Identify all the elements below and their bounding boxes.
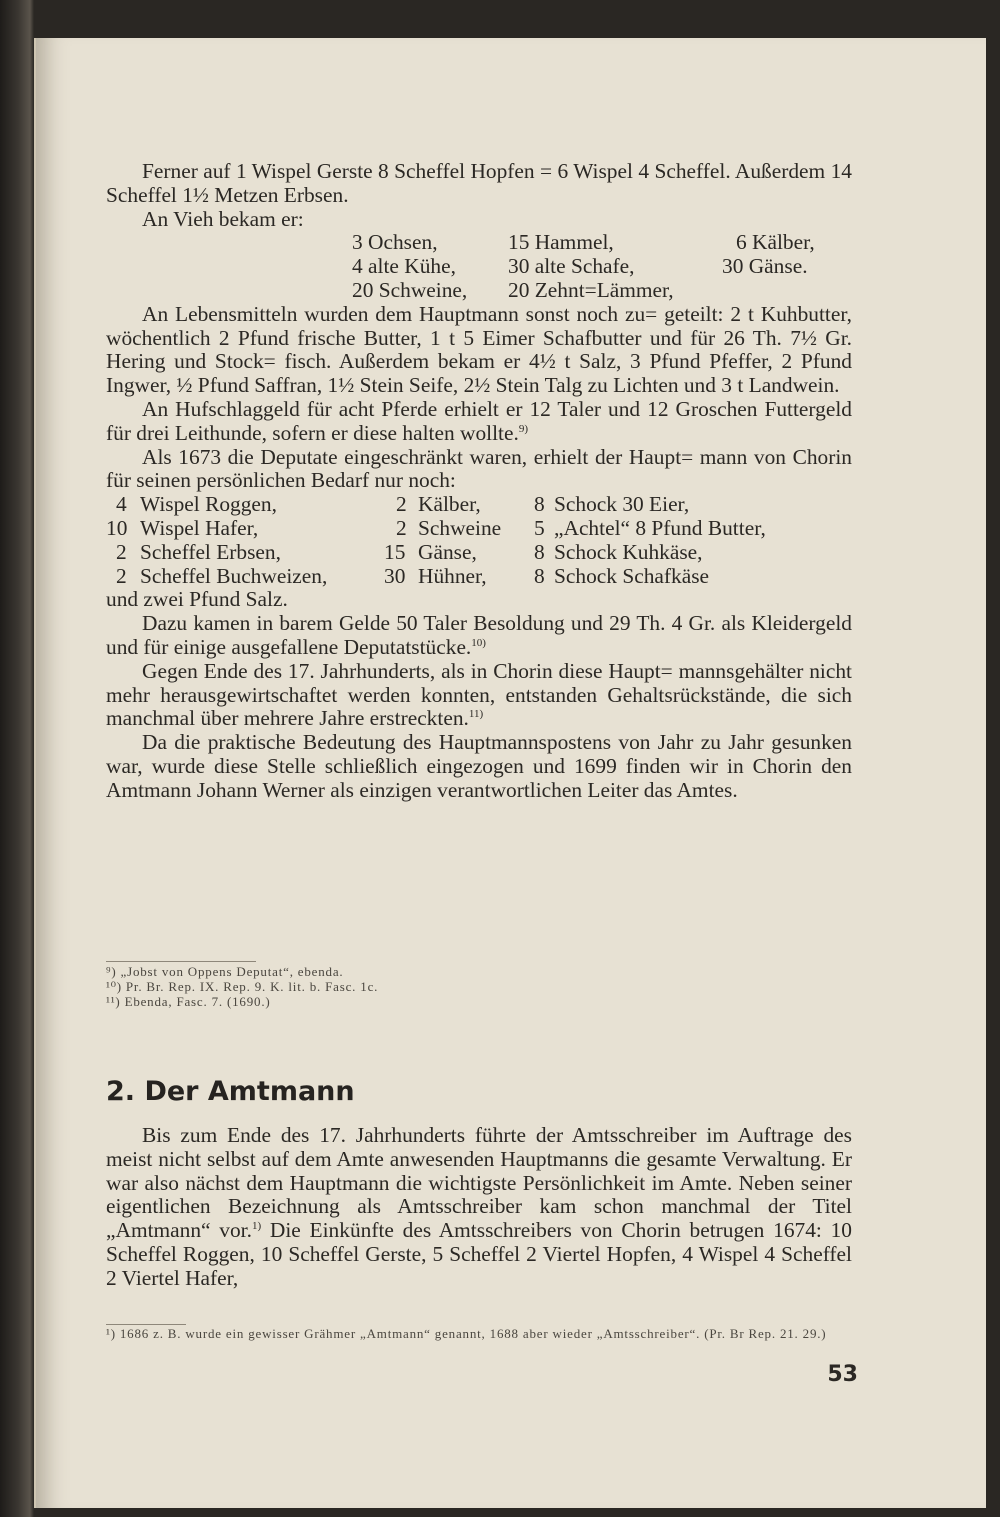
deputat-cell: 2 <box>396 492 407 517</box>
deputat-cell: Kälber, <box>418 492 481 517</box>
paragraph-vieh-intro: An Vieh bekam er: <box>142 206 304 231</box>
vieh-cell: 20 Schweine, <box>352 277 468 302</box>
deputat-cell: Schock Schafkäse <box>554 563 710 588</box>
deputat-list <box>106 493 852 588</box>
vieh-row <box>106 255 852 279</box>
deputat-cell: Gänse, <box>418 539 477 564</box>
deputat-cell: 10 <box>106 515 128 540</box>
deputat-row <box>106 565 852 589</box>
vieh-cell: 3 Ochsen, <box>352 230 438 255</box>
deputat-cell: Scheffel Buchweizen, <box>140 563 328 588</box>
deputat-cell: 30 <box>384 563 406 588</box>
deputat-cell: 5 <box>534 515 545 540</box>
paragraph-besoldung <box>106 612 852 660</box>
vieh-cell: 4 alte Kühe, <box>352 254 456 279</box>
deputat-cell: Scheffel Erbsen, <box>140 539 281 564</box>
footnote-ref: 1) <box>251 1220 262 1233</box>
footnote-separator <box>106 961 256 962</box>
paragraph-salz: und zwei Pfund Salz. <box>106 587 288 612</box>
section-heading: 2. Der Amtmann <box>106 1076 355 1107</box>
deputat-cell: 2 <box>116 563 127 588</box>
deputat-cell: Schweine <box>418 515 502 540</box>
vieh-cell: 20 Zehnt=Lämmer, <box>508 277 674 302</box>
vieh-row <box>106 231 852 255</box>
paragraph-text: Bis zum Ende des 17. Jahrhunderts führte der Amtsschreiber im Auftrage des meist nicht selbst auf dem Amte anwesenden Hauptmanns die gesamte Verwaltung. Er war also nächst dem Hauptmann die wichtigste Persönlichkeit im Amte. Neben seiner eigentlichen Bezeichnung als Amtsschreiber kam schon manchmal der Titel „Amtmann“ vor. <box>106 1123 852 1243</box>
paragraph-lebensmittel: An Lebensmitteln wurden dem Hauptmann sonst noch zu= geteilt: 2 t Kuhbutter, wöchentlich 2 Pfund frische Butter, 1 t 5 Eimer Schafbutter und für 26 Th. 7½ Gr. Hering und Stock= fisch. Außerdem bekam er 4½ t Salz, 3 Pfund Pfeffer, 2 Pfund Ingwer, ½ Pfund Saffran, 1½ Stein Seife, 2½ Stein Talg zu Lichten und 3 t Landwein. <box>106 301 852 398</box>
vieh-list <box>106 231 852 302</box>
deputat-row <box>106 493 852 517</box>
footnote: ¹¹) Ebenda, Fasc. 7. (1690.) <box>106 994 271 1009</box>
deputat-cell: 8 <box>534 492 545 517</box>
footnote: ¹⁰) Pr. Br. Rep. IX. Rep. 9. K. lit. b. Fasc. 1c. <box>106 979 379 994</box>
deputat-cell: 4 <box>116 492 127 517</box>
deputat-cell: 2 <box>116 539 127 564</box>
paragraph-text: An Hufschlaggeld für acht Pferde erhielt er 12 Taler und 12 Groschen Futtergeld für drei Leithunde, sofern er diese halten wollte. <box>106 396 852 445</box>
deputat-cell: „Achtel“ 8 Pfund Butter, <box>554 515 766 540</box>
paragraph-text: Dazu kamen in barem Gelde 50 Taler Besoldung und 29 Th. 4 Gr. als Kleidergeld und für einige ausgefallene Deputatstücke. <box>106 611 852 659</box>
paragraph-rueckstaende <box>106 660 852 731</box>
paragraph-text: Die Einkünfte des Amtsschreibers von Chorin betrugen 1674: 10 Scheffel Roggen, 10 Scheffel Gerste, 5 Scheffel 2 Viertel Hopfen, 4 Wispel 4 Scheffel 2 Viertel Hafer, <box>106 1218 852 1290</box>
deputat-row <box>106 541 852 565</box>
lower-text <box>106 1124 852 1291</box>
paragraph-deputate: Als 1673 die Deputate eingeschränkt waren, erhielt der Haupt= mann von Chorin für seinen persönlichen Bedarf nur noch: <box>106 444 852 493</box>
deputat-cell: Wispel Hafer, <box>140 515 259 540</box>
footnote-block-2 <box>106 1326 856 1341</box>
upper-text <box>106 160 852 803</box>
paragraph-hufschlaggeld <box>106 398 852 446</box>
footnote-ref: 11) <box>468 708 484 721</box>
paragraph-gerste: Ferner auf 1 Wispel Gerste 8 Scheffel Hopfen = 6 Wispel 4 Scheffel. Außerdem 14 Scheffel 1½ Metzen Erbsen. <box>106 159 852 207</box>
book-page <box>34 38 986 1508</box>
paragraph-hauptmannsposten: Da die praktische Bedeutung des Hauptmannspostens von Jahr zu Jahr gesunken war, wurde diese Stelle schließlich eingezogen und 1699 finden wir in Chorin den Amtmann Johann Werner als einzigen verantwortlichen Leiter das Amtes. <box>106 730 852 802</box>
page-number: 53 <box>827 1362 858 1387</box>
vieh-cell: 15 Hammel, <box>508 230 614 255</box>
paragraph-amtmann <box>106 1124 852 1291</box>
vieh-cell: 30 Gänse. <box>722 254 808 279</box>
paragraph-text: Gegen Ende des 17. Jahrhunderts, als in Chorin diese Haupt= mannsgehälter nicht mehr herausgewirtschaftet werden konnten, entstanden Gehaltsrückstände, die sich manchmal über mehrere Jahre erstreckten. <box>106 658 852 731</box>
vieh-row <box>106 279 852 303</box>
footnote: ⁹) „Jobst von Oppens Deputat“, ebenda. <box>106 964 344 979</box>
deputat-cell: 8 <box>534 539 545 564</box>
deputat-cell: 8 <box>534 563 545 588</box>
vieh-cell: 6 Kälber, <box>736 230 815 255</box>
vieh-cell: 30 alte Schafe, <box>508 254 635 279</box>
footnote-ref: 9) <box>518 422 528 435</box>
footnote-ref: 10) <box>471 636 486 649</box>
deputat-cell: 15 <box>384 539 406 564</box>
deputat-row <box>106 517 852 541</box>
footnote-block-1 <box>106 964 378 1009</box>
deputat-cell: Schock Kuhkäse, <box>554 539 703 564</box>
footnote-separator <box>106 1324 186 1325</box>
deputat-cell: 2 <box>396 515 407 540</box>
deputat-cell: Schock 30 Eier, <box>554 492 690 517</box>
deputat-cell: Wispel Roggen, <box>140 492 277 517</box>
deputat-cell: Hühner, <box>418 563 487 588</box>
footnote: ¹) 1686 z. B. wurde ein gewisser Grähmer „Amtmann“ genannt, 1688 aber wieder „Amtsschreiber“. (Pr. Br Rep. 21. 29.) <box>106 1326 827 1341</box>
